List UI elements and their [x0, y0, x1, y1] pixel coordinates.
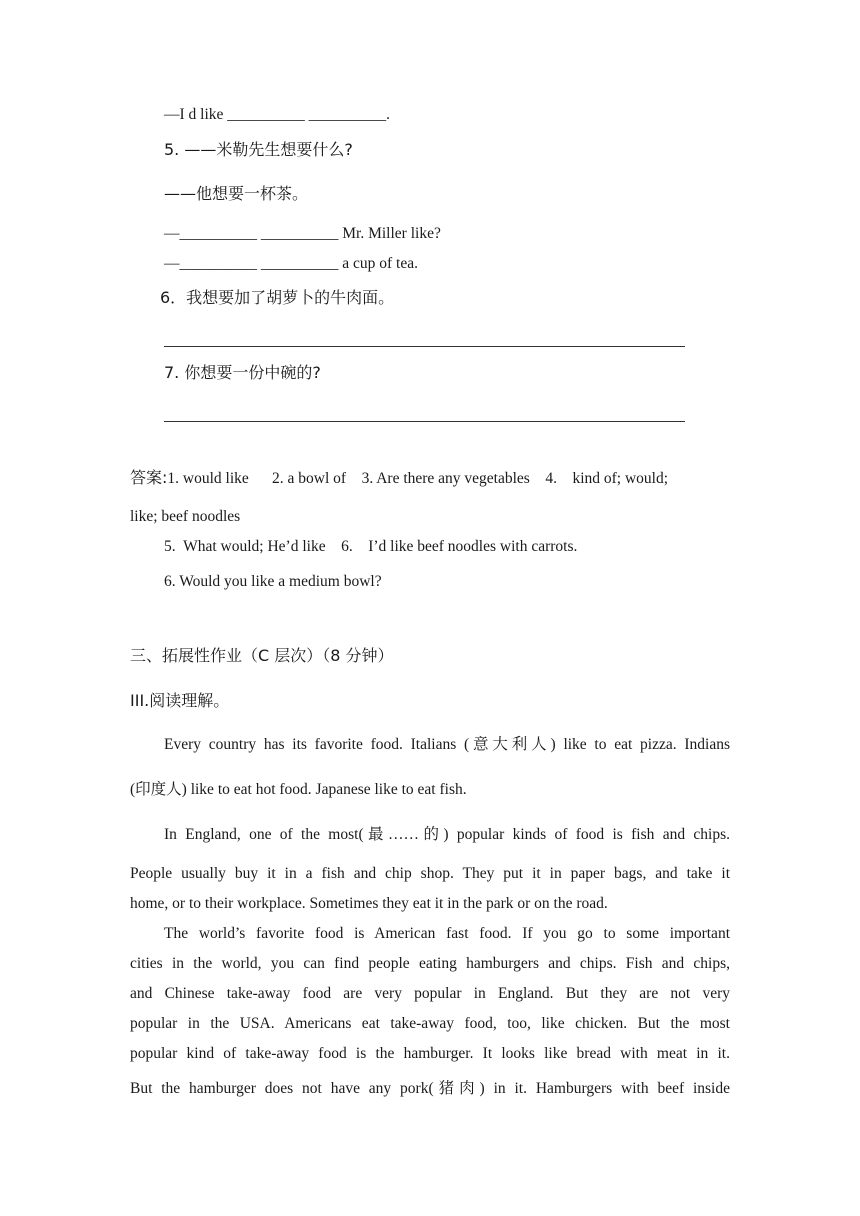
answers-label: 答案: [130, 468, 168, 487]
passage-p2-line3: home, or to their workplace. Sometimes they eat it in the park or on the road. [130, 895, 608, 912]
section-heading: 三、拓展性作业（C 层次）（8 分钟） [130, 646, 394, 665]
passage-p3-line4: popular in the USA. Americans eat take-away food, too, like chicken. But the most [130, 1015, 730, 1032]
passage-p3-line2: cities in the world, you can find people eating hamburgers and chips. Fish and chips, [130, 955, 730, 972]
passage-p3-line1: The world’s favorite food is American fast food. If you go to some important [164, 925, 730, 942]
reading-passage [130, 0, 730, 1216]
answers-line-4: 6. Would you like a medium bowl? [164, 573, 382, 590]
answers-text-1: 1. would like 2. a bowl of 3. Are there any vegetables 4. kind of; would; [167, 470, 669, 487]
q5-english-answer: —__________ __________ a cup of tea. [164, 255, 418, 272]
q5-english-question: —__________ __________ Mr. Miller like? [164, 225, 441, 242]
passage-p3-line6: But the hamburger does not have any pork(猪肉) in it. Hamburgers with beef inside [130, 1080, 730, 1097]
answers-line-3: 5. What would; He’d like 6. I’d like beef noodles with carrots. [164, 538, 578, 555]
q5-chinese-answer: ——他想要一杯茶。 [164, 184, 309, 203]
section-subheading: III.阅读理解。 [130, 691, 230, 710]
passage-p3-line5: popular kind of take-away food is the hamburger. It looks like bread with meat in it. [130, 1045, 730, 1062]
q4-answer-line: —I d like __________ __________. [164, 106, 391, 123]
passage-p1-line1: Every country has its favorite food. Italians (意大利人) like to eat pizza. Indians [164, 736, 730, 753]
q5-chinese-question: 5. ——米勒先生想要什么? [164, 140, 353, 159]
passage-p1-line2: (印度人) like to eat hot food. Japanese like to eat fish. [130, 781, 467, 798]
passage-p2-line2: People usually buy it in a fish and chip shop. They put it in paper bags, and take it [130, 865, 730, 882]
answers-line-2: like; beef noodles [130, 508, 241, 525]
q7-chinese-prompt: 7. 你想要一份中碗的? [164, 363, 321, 382]
passage-p2-line1: In England, one of the most(最……的) popular kinds of food is fish and chips. [164, 826, 730, 843]
q6-chinese-prompt: 6．我想要加了胡萝卜的牛肉面。 [160, 288, 395, 307]
passage-p3-line3: and Chinese take-away food are very popular in England. But they are not very [130, 985, 730, 1002]
